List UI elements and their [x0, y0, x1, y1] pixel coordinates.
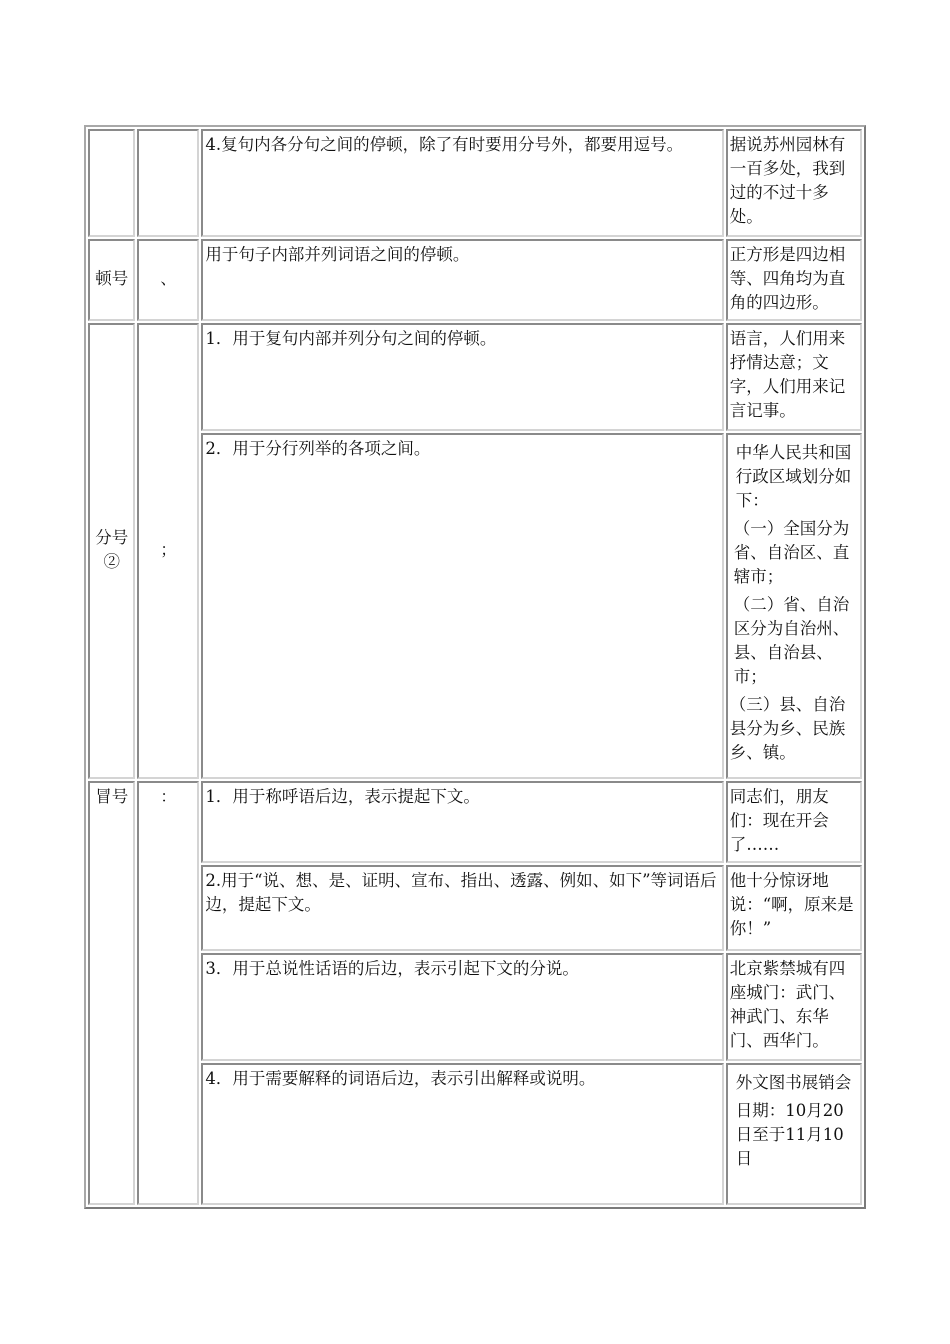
usage-cell: 2．用于分行列举的各项之间。 — [201, 433, 723, 779]
example-cell: 北京紫禁城有四座城门：武门、神武门、东华门、西华门。 — [726, 953, 862, 1061]
name-cell: 冒号 — [88, 781, 135, 1205]
example-cell: 据说苏州园林有一百多处，我到过的不过十多处。 — [726, 129, 862, 237]
usage-cell: 3．用于总说性话语的后边，表示引起下文的分说。 — [201, 953, 723, 1061]
usage-cell: 用于句子内部并列词语之间的停顿。 — [201, 239, 723, 321]
example-line: （一）全国分为省、自治区、直辖市； — [733, 519, 850, 586]
name-cell — [88, 129, 135, 237]
usage-cell: 4．用于需要解释的词语后边，表示引出解释或说明。 — [201, 1063, 723, 1205]
punctuation-table — [84, 125, 866, 1209]
symbol-cell: ； — [137, 323, 199, 779]
symbol-cell: ： — [137, 781, 199, 1205]
example-line: 中华人民共和国行政区域划分如下： — [735, 443, 852, 510]
example-line: （二）省、自治区分为自治州、县、自治县、市； — [733, 595, 850, 686]
table-row — [88, 433, 862, 779]
example-cell: 同志们，朋友们：现在开会了…… — [726, 781, 862, 863]
table-row — [88, 953, 862, 1061]
name-cell: 分号② — [88, 323, 135, 779]
example-line: 外文图书展销会 — [735, 1073, 852, 1092]
usage-cell: 2.用于“说、想、是、证明、宣布、指出、透露、例如、如下”等词语后边，提起下文。 — [201, 865, 723, 951]
table-row — [88, 129, 862, 237]
example-cell — [726, 1063, 862, 1205]
example-line: （三）县、自治县分为乡、民族乡、镇。 — [729, 695, 846, 762]
example-cell: 他十分惊讶地说：“啊，原来是你！” — [726, 865, 862, 951]
usage-cell: 1．用于复句内部并列分句之间的停顿。 — [201, 323, 723, 431]
name-cell: 顿号 — [88, 239, 135, 321]
table-row — [88, 239, 862, 321]
table-row — [88, 323, 862, 431]
table-row — [88, 781, 862, 863]
table-row — [88, 1063, 862, 1205]
example-line: 日期：10月20日至于11月10日 — [735, 1101, 844, 1168]
example-cell: 语言，人们用来抒情达意；文字，人们用来记言记事。 — [726, 323, 862, 431]
symbol-cell: 、 — [137, 239, 199, 321]
symbol-cell — [137, 129, 199, 237]
example-cell: 正方形是四边相等、四角均为直角的四边形。 — [726, 239, 862, 321]
usage-cell: 4.复句内各分句之间的停顿，除了有时要用分号外，都要用逗号。 — [201, 129, 723, 237]
example-cell — [726, 433, 862, 779]
table-row — [88, 865, 862, 951]
usage-cell: 1．用于称呼语后边，表示提起下文。 — [201, 781, 723, 863]
